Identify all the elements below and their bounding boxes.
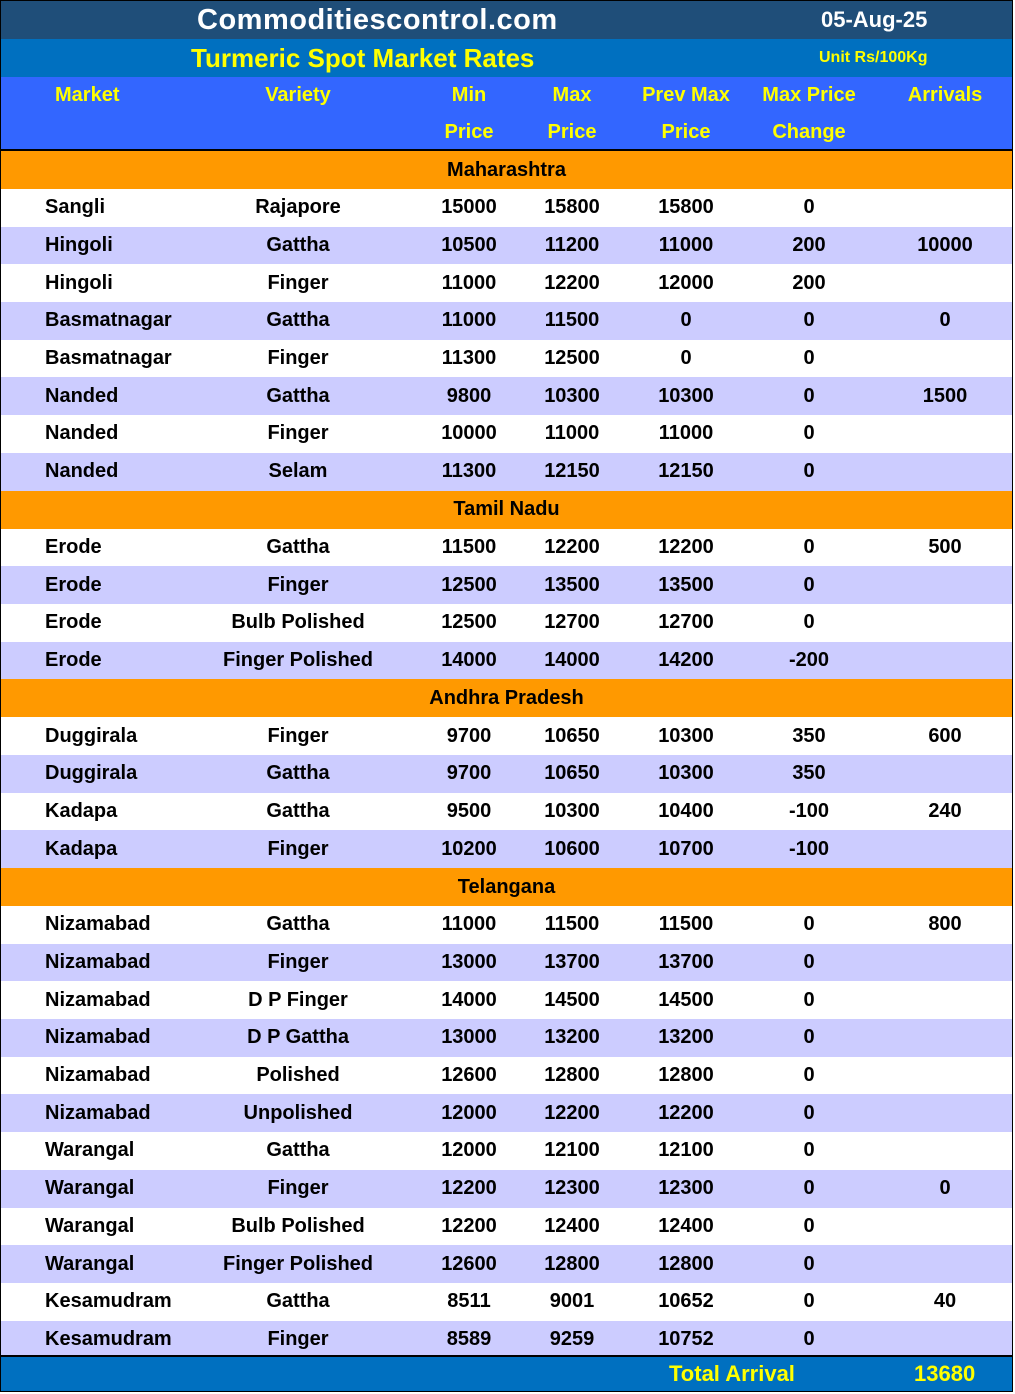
- arrivals-cell: 240: [928, 799, 962, 822]
- arrivals-cell: [885, 1057, 1005, 1095]
- change-cell: 0: [803, 1064, 815, 1087]
- variety-cell: Selam: [268, 460, 328, 483]
- market-cell: Basmatnagar: [45, 309, 172, 332]
- max-price-cell: 13500: [544, 573, 600, 596]
- max-price-cell: 13200: [544, 1026, 600, 1049]
- market-cell: Erode: [45, 535, 102, 558]
- arrivals-cell: [885, 566, 1005, 604]
- change-cell: 0: [803, 573, 815, 596]
- min-price-cell: 9700: [446, 724, 492, 747]
- variety-cell: Finger: [267, 347, 329, 370]
- table-row: [1, 1321, 1012, 1359]
- column-header: [1, 77, 1012, 151]
- max-price-cell: 11500: [544, 913, 600, 936]
- col-change-sub: Change: [772, 121, 846, 143]
- change-cell: 0: [803, 384, 815, 407]
- variety-cell: Polished: [256, 1064, 340, 1087]
- table-row: [1, 793, 1012, 831]
- variety-cell: Gattha: [266, 1139, 330, 1162]
- prev-max-cell: 12000: [658, 271, 714, 294]
- market-cell: Hingoli: [45, 234, 113, 257]
- table-row: [1, 1132, 1012, 1170]
- variety-cell: Finger: [267, 422, 329, 445]
- change-cell: 0: [803, 1252, 815, 1275]
- prev-max-cell: 10300: [658, 724, 714, 747]
- max-price-cell: 12700: [544, 611, 600, 634]
- table-row: [1, 1094, 1012, 1132]
- table-row: [1, 906, 1012, 944]
- min-price-cell: 11500: [441, 535, 497, 558]
- min-price-cell: 12200: [441, 1177, 497, 1200]
- prev-max-cell: 14500: [658, 988, 714, 1011]
- variety-cell: Unpolished: [243, 1101, 353, 1124]
- market-cell: Erode: [45, 611, 102, 634]
- prev-max-cell: 0: [680, 347, 692, 370]
- variety-cell: Gattha: [266, 1290, 330, 1313]
- change-cell: 0: [803, 951, 815, 974]
- report-title: Turmeric Spot Market Rates: [191, 42, 535, 73]
- variety-cell: Bulb Polished: [231, 611, 365, 634]
- table-row: [1, 717, 1012, 755]
- max-price-cell: 14000: [544, 648, 600, 671]
- table-row: [1, 189, 1012, 227]
- market-cell: Nizamabad: [45, 1101, 151, 1124]
- min-price-cell: 15000: [441, 196, 497, 219]
- variety-cell: D P Gattha: [247, 1026, 349, 1049]
- change-cell: -100: [788, 799, 830, 822]
- prev-max-cell: 10300: [658, 384, 714, 407]
- market-cell: Nanded: [45, 422, 119, 445]
- prev-max-cell: 10752: [658, 1327, 714, 1350]
- max-price-cell: 10650: [544, 762, 600, 785]
- col-max: Max: [552, 84, 592, 106]
- arrivals-cell: [885, 604, 1005, 642]
- market-cell: Nizamabad: [45, 1064, 151, 1087]
- arrivals-cell: [885, 1094, 1005, 1132]
- col-arrivals: Arrivals: [907, 84, 983, 106]
- market-cell: Kadapa: [45, 799, 118, 822]
- arrivals-cell: [885, 264, 1005, 302]
- market-cell: Basmatnagar: [45, 347, 172, 370]
- change-cell: 0: [803, 460, 815, 483]
- table-row: [1, 1057, 1012, 1095]
- arrivals-cell: 800: [928, 913, 962, 936]
- table-body: [1, 151, 1012, 1358]
- change-cell: 200: [792, 271, 826, 294]
- table-row: [1, 1245, 1012, 1283]
- max-price-cell: 10300: [544, 799, 600, 822]
- change-cell: 350: [792, 762, 826, 785]
- subtitle-bar: [1, 39, 1012, 77]
- prev-max-cell: 13500: [658, 573, 714, 596]
- change-cell: 0: [803, 1101, 815, 1124]
- arrivals-cell: 40: [933, 1290, 957, 1313]
- arrivals-cell: [885, 642, 1005, 680]
- min-price-cell: 10500: [441, 234, 497, 257]
- table-row: [1, 340, 1012, 378]
- prev-max-cell: 11000: [658, 234, 714, 257]
- col-min: Min: [451, 84, 487, 106]
- max-price-cell: 10650: [544, 724, 600, 747]
- table-row: [1, 755, 1012, 793]
- arrivals-cell: [885, 981, 1005, 1019]
- table-row: [1, 227, 1012, 265]
- section-title: Andhra Pradesh: [429, 686, 584, 709]
- change-cell: 0: [803, 1290, 815, 1313]
- title-bar: [1, 1, 1012, 39]
- arrivals-cell: [885, 415, 1005, 453]
- variety-cell: Gattha: [266, 913, 330, 936]
- arrivals-cell: [885, 1321, 1005, 1359]
- market-cell: Erode: [45, 648, 102, 671]
- variety-cell: Gattha: [266, 309, 330, 332]
- variety-cell: Finger Polished: [222, 1252, 374, 1275]
- table-row: [1, 264, 1012, 302]
- table-row: [1, 981, 1012, 1019]
- prev-max-cell: 12200: [658, 1101, 714, 1124]
- max-price-cell: 12800: [544, 1064, 600, 1087]
- min-price-cell: 14000: [441, 988, 497, 1011]
- market-cell: Warangal: [45, 1214, 135, 1237]
- variety-cell: Finger: [267, 724, 329, 747]
- max-price-cell: 12500: [544, 347, 600, 370]
- max-price-cell: 12150: [544, 460, 600, 483]
- market-cell: Nizamabad: [45, 951, 151, 974]
- market-cell: Sangli: [45, 196, 106, 219]
- min-price-cell: 8511: [447, 1290, 491, 1313]
- arrivals-cell: [885, 453, 1005, 491]
- min-price-cell: 11000: [441, 913, 497, 936]
- col-max-sub: Price: [547, 121, 597, 143]
- prev-max-cell: 0: [680, 309, 692, 332]
- min-price-cell: 12000: [441, 1139, 497, 1162]
- table-row: [1, 529, 1012, 567]
- variety-cell: Finger: [267, 837, 329, 860]
- prev-max-cell: 13700: [658, 951, 714, 974]
- variety-cell: Finger Polished: [222, 648, 374, 671]
- arrivals-cell: 0: [939, 1177, 951, 1200]
- min-price-cell: 8589: [446, 1327, 492, 1350]
- min-price-cell: 9500: [446, 799, 492, 822]
- col-prev-max-sub: Price: [661, 121, 711, 143]
- arrivals-cell: [885, 1132, 1005, 1170]
- max-price-cell: 11500: [544, 309, 600, 332]
- min-price-cell: 11300: [441, 347, 497, 370]
- prev-max-cell: 10400: [658, 799, 714, 822]
- market-cell: Kesamudram: [45, 1290, 172, 1313]
- col-prev-max: Prev Max: [642, 84, 730, 106]
- variety-cell: Finger: [267, 271, 329, 294]
- arrivals-cell: [885, 1019, 1005, 1057]
- min-price-cell: 10200: [441, 837, 497, 860]
- variety-cell: Gattha: [266, 234, 330, 257]
- variety-cell: Finger: [267, 1177, 329, 1200]
- prev-max-cell: 12700: [658, 611, 714, 634]
- prev-max-cell: 11500: [658, 913, 714, 936]
- report-date: 05-Aug-25: [821, 7, 928, 32]
- table-row: [1, 642, 1012, 680]
- change-cell: -100: [788, 837, 830, 860]
- prev-max-cell: 10652: [658, 1290, 714, 1313]
- table-row: [1, 944, 1012, 982]
- arrivals-cell: 10000: [917, 234, 973, 257]
- max-price-cell: 10600: [544, 837, 600, 860]
- arrivals-cell: [885, 1245, 1005, 1283]
- change-cell: 0: [803, 535, 815, 558]
- prev-max-cell: 12150: [658, 460, 714, 483]
- section-title: Maharashtra: [447, 158, 566, 181]
- max-price-cell: 13700: [544, 951, 600, 974]
- table-row: [1, 566, 1012, 604]
- section-header: [1, 151, 1012, 189]
- table-row: [1, 377, 1012, 415]
- max-price-cell: 15800: [544, 196, 600, 219]
- max-price-cell: 14500: [544, 988, 600, 1011]
- max-price-cell: 10300: [544, 384, 600, 407]
- variety-cell: Rajapore: [255, 196, 341, 219]
- prev-max-cell: 10300: [658, 762, 714, 785]
- prev-max-cell: 12800: [658, 1252, 714, 1275]
- max-price-cell: 11000: [544, 422, 600, 445]
- arrivals-cell: [885, 189, 1005, 227]
- market-cell: Duggirala: [45, 724, 138, 747]
- prev-max-cell: 14200: [658, 648, 714, 671]
- site-name: Commoditiescontrol.com: [197, 3, 558, 36]
- arrivals-cell: [885, 340, 1005, 378]
- max-price-cell: 12300: [544, 1177, 600, 1200]
- change-cell: 0: [803, 1327, 815, 1350]
- market-cell: Warangal: [45, 1177, 135, 1200]
- max-price-cell: 12200: [544, 1101, 600, 1124]
- min-price-cell: 9700: [446, 762, 492, 785]
- max-price-cell: 12200: [544, 271, 600, 294]
- market-cell: Kesamudram: [45, 1327, 172, 1350]
- arrivals-cell: 600: [928, 724, 962, 747]
- table-row: [1, 830, 1012, 868]
- market-cell: Kadapa: [45, 837, 118, 860]
- market-cell: Hingoli: [45, 271, 113, 294]
- min-price-cell: 11000: [441, 271, 497, 294]
- prev-max-cell: 12300: [658, 1177, 714, 1200]
- arrivals-cell: [885, 830, 1005, 868]
- market-cell: Warangal: [45, 1139, 135, 1162]
- section-header: [1, 491, 1012, 529]
- change-cell: -200: [788, 648, 830, 671]
- arrivals-cell: 0: [939, 309, 951, 332]
- prev-max-cell: 11000: [658, 422, 714, 445]
- table-row: [1, 1283, 1012, 1321]
- market-cell: Warangal: [45, 1252, 135, 1275]
- change-cell: 200: [792, 234, 826, 257]
- max-price-cell: 12100: [544, 1139, 600, 1162]
- section-title: Tamil Nadu: [453, 498, 560, 520]
- variety-cell: Bulb Polished: [231, 1214, 365, 1237]
- variety-cell: Gattha: [266, 384, 330, 407]
- col-market: Market: [55, 84, 120, 106]
- min-price-cell: 14000: [441, 648, 497, 671]
- variety-cell: Finger: [267, 1327, 329, 1350]
- change-cell: 0: [803, 1214, 815, 1237]
- section-title: Telangana: [457, 875, 556, 898]
- min-price-cell: 11300: [441, 460, 497, 483]
- variety-cell: Finger: [267, 951, 329, 974]
- col-min-sub: Price: [444, 121, 494, 143]
- market-cell: Duggirala: [45, 762, 138, 785]
- min-price-cell: 12600: [441, 1252, 497, 1275]
- prev-max-cell: 15800: [658, 196, 714, 219]
- min-price-cell: 10000: [441, 422, 497, 445]
- variety-cell: D P Finger: [248, 988, 348, 1011]
- prev-max-cell: 12800: [658, 1064, 714, 1087]
- unit-label: Unit Rs/100Kg: [819, 49, 928, 66]
- table-row: [1, 302, 1012, 340]
- table-row: [1, 453, 1012, 491]
- max-price-cell: 12800: [544, 1252, 600, 1275]
- total-value: 13680: [914, 1361, 976, 1386]
- total-bar: [1, 1355, 1012, 1391]
- max-price-cell: 12400: [544, 1214, 600, 1237]
- market-cell: Nanded: [45, 384, 119, 407]
- max-price-cell: 12200: [544, 535, 600, 558]
- prev-max-cell: 13200: [658, 1026, 714, 1049]
- variety-cell: Gattha: [266, 535, 330, 558]
- variety-cell: Finger: [267, 573, 329, 596]
- section-header: [1, 868, 1012, 906]
- total-label: Total Arrival: [669, 1361, 795, 1386]
- prev-max-cell: 12100: [658, 1139, 714, 1162]
- min-price-cell: 13000: [441, 951, 497, 974]
- min-price-cell: 12200: [441, 1214, 497, 1237]
- variety-cell: Gattha: [266, 799, 330, 822]
- col-change: Max Price: [762, 84, 856, 106]
- arrivals-cell: [885, 944, 1005, 982]
- table-row: [1, 1208, 1012, 1246]
- market-cell: Nanded: [45, 460, 119, 483]
- change-cell: 0: [803, 347, 815, 370]
- min-price-cell: 13000: [441, 1026, 497, 1049]
- change-cell: 0: [803, 1139, 815, 1162]
- market-cell: Nizamabad: [45, 988, 151, 1011]
- change-cell: 0: [803, 309, 815, 332]
- market-cell: Nizamabad: [45, 1026, 151, 1049]
- change-cell: 0: [803, 422, 815, 445]
- arrivals-cell: 500: [928, 535, 962, 558]
- change-cell: 0: [803, 196, 815, 219]
- section-header: [1, 679, 1012, 717]
- arrivals-cell: [885, 1208, 1005, 1246]
- table-row: [1, 415, 1012, 453]
- arrivals-cell: 1500: [922, 384, 968, 407]
- col-variety: Variety: [265, 84, 331, 106]
- change-cell: 0: [803, 988, 815, 1011]
- change-cell: 350: [792, 724, 826, 747]
- change-cell: 0: [803, 1177, 815, 1200]
- arrivals-cell: [885, 755, 1005, 793]
- change-cell: 0: [803, 913, 815, 936]
- prev-max-cell: 12200: [658, 535, 714, 558]
- max-price-cell: 9259: [549, 1327, 595, 1350]
- prev-max-cell: 10700: [658, 837, 714, 860]
- table-row: [1, 1170, 1012, 1208]
- min-price-cell: 11000: [441, 309, 497, 332]
- max-price-cell: 11200: [544, 234, 600, 257]
- prev-max-cell: 12400: [658, 1214, 714, 1237]
- min-price-cell: 9800: [446, 384, 492, 407]
- market-cell: Nizamabad: [45, 913, 151, 936]
- change-cell: 0: [803, 1026, 815, 1049]
- min-price-cell: 12600: [441, 1064, 497, 1087]
- market-cell: Erode: [45, 573, 102, 596]
- min-price-cell: 12500: [441, 611, 497, 634]
- variety-cell: Gattha: [266, 762, 330, 785]
- min-price-cell: 12500: [441, 573, 497, 596]
- min-price-cell: 12000: [441, 1101, 497, 1124]
- max-price-cell: 9001: [549, 1290, 595, 1313]
- table-row: [1, 604, 1012, 642]
- table-row: [1, 1019, 1012, 1057]
- change-cell: 0: [803, 611, 815, 634]
